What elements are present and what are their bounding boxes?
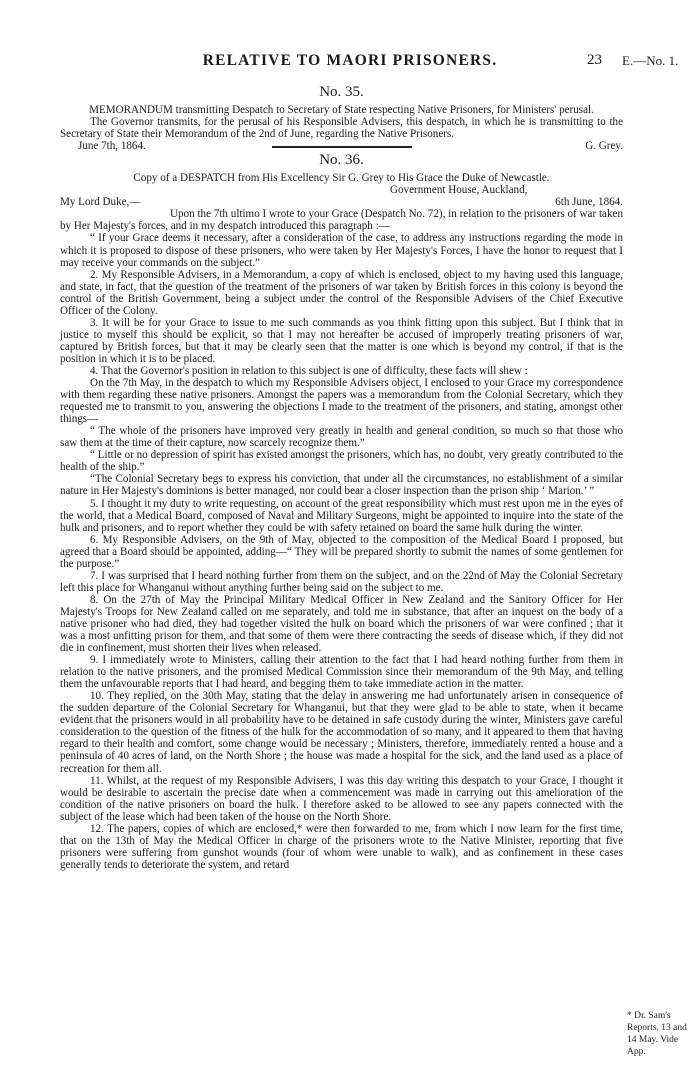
despatch-number: No. 36. [319,152,364,169]
memo-heading: MEMORANDUM transmitting Despatch to Secretary of State respecting Native Prisoners, for Ministers' perusal. [89,104,594,117]
section-divider [272,146,412,148]
despatch-paragraph-15: 10. They replied, on the 30th May, stating that the delay in answering me had unfortunately arisen in consequence of the sudden departure of the Colonial Secretary for Whanganui, but that they were glad to be able to state, when it became evident that the prisoners would in all probability have to be detained in safe custody during the winter, Ministers gave careful consideration to the question of the fitness of the hulk for the accommodation of so many, and it appeared to them that having regard to their health and comfort, some change would be necessary ; Ministers, therefore, immediately rented a house and a peninsula of 40 acres of land, on the North Shore ; the house was made a hospital for the sick, and the land used as a place of recreation for them all. [60,690,623,775]
salutation-row [60,196,623,208]
memo-number: No. 35. [319,84,364,100]
memo-date: June 7th, 1864. [78,140,146,153]
despatch-paragraph-16: 11. Whilst, at the request of my Responsible Advisers, I was this day writing this despatch to your Grace, I thought it would be desirable to ascertain the precise date when a commencement was made in carrying out this amelioration of the condition of the native prisoners on board the hulk. I therefore asked to be allowed to see any papers connected with the subject of the lease which had been taken of the house on the North Shore. [60,774,623,823]
despatch-paragraph-14: 9. I immediately wrote to Ministers, calling their attention to the fact that I had heard nothing further from them in relation to the native prisoners, and the promised Medical Commission since their memorandum of the 9th May, and telling them the unfavourable reports that I had heard, and begging them to take immediate action in the matter. [60,654,623,691]
despatch-paragraph-2: “ If your Grace deems it necessary, after a consideration of the case, to address any instructions regarding the mode in which it is proposed to dispose of these prisoners, who were taken by Her Majesty's Forces, I have the honor to request that I may receive your commands on the subject.” [60,232,623,269]
document-reference: E.—No. 1. [622,53,679,68]
despatch-paragraph-6: On the 7th May, in the despatch to which my Responsible Advisers object, I enclosed to your Grace my correspondence with them regarding these native prisoners. Amongst the papers was a memorandum from the Colonial Secretary, which they requested me to transmit to you, answering the objections I made to the treatment of the prisoners, and stating, amongst other things— [60,377,623,426]
despatch-paragraph-13: 8. On the 27th of May the Principal Military Medical Officer in New Zealand and the Sanitory Officer for Her Majesty's Troops for New Zealand called on me separately, and told me in substance, that after an inquest on the body of a native prisoner who had died, they had together visited the hulk on board which the prisoners of war were confined ; that it was a most unfitting prison for them, and that some of them were there contracting the seeds of disease which, if they did not die in confinement, must shorten their lives when released. [60,593,623,655]
despatch-paragraph-11: 6. My Responsible Advisers, on the 9th of May, objected to the composition of the Medical Board I proposed, but agreed that a Board should be appointed, adding—“ They will be prepared shortly to submit the names of some gentlemen for the purpose.” [60,533,623,570]
salutation: My Lord Duke,— [60,196,141,209]
despatch-paragraph-7: “ The whole of the prisoners have improved very greatly in health and general condition, so much so that those who saw them at the time of their capture, now scarcely recognize them.” [60,425,623,450]
page-body [60,86,623,871]
memo-body: The Governor transmits, for the perusal of his Responsible Advisers, this despatch, in which he is transmitting to the Secretary of State their Memorandum of the 2nd of June, regarding the Native Prisoners. [60,116,623,141]
despatch-paragraph-9: “The Colonial Secretary begs to express his conviction, that under all the circumstances, no establishment of a similar nature in Her Majesty's dominions is better managed, nor could bear a closer inspection than the prison ship ‘ Marion.’ ” [60,473,623,498]
despatch-paragraph-4: 3. It will be for your Grace to issue to me such commands as you think fitting upon this subject. But I think that in justice to myself this should be explicit, so that I may not hereafter be accused of improperly treating prisoners of war, captured by British forces, but that it may be clearly seen that the matter is one which is beyond my control, if that is the position in which it is to be placed. [60,316,623,365]
despatch-paragraph-17: 12. The papers, copies of which are enclosed,* were then forwarded to me, from which I now learn for the first time, that on the 13th of May the Medical Officer in charge of the prisoners wrote to the Native Minister, reporting that five prisoners were suffering from gunshot wounds (four of whom were unable to walk), and as confinement in these cases generally tends to deteriorate the system, and retard [60,822,623,871]
despatch-heading: Copy of a DESPATCH from His Excellency Sir G. Grey to His Grace the Duke of Newcastle. [133,172,550,185]
despatch-paragraph-10: 5. I thought it my duty to write requesting, on account of the great responsibility which must rest upon me in the eyes of the world, that a Medical Board, composed of Naval and Military Surgeons, might be appointed to inquire into the state of the hulk and prisoners, and to report whether they could be with safety retained on board the same hulk during the winter. [60,497,623,534]
margin-note: * Dr. Sam's Reports, 13 and 14 May. Vide App. [627,1011,687,1057]
despatch-paragraph-1: Upon the 7th ultimo I wrote to your Grace (Despatch No. 72), in relation to the prisoners of war taken by Her Majesty's forces, and in my despatch introduced this paragraph :— [60,208,623,233]
running-title: RELATIVE TO MAORI PRISONERS. [202,52,498,69]
despatch-paragraph-3: 2. My Responsible Advisers, in a Memorandum, a copy of which is enclosed, object to my having used this language, and state, in fact, that the question of the treatment of the prisoners of war taken by British forces in this colony is beyond the control of the British Government, being a subject under the control of the Responsible Advisers of the Chief Executive Officer of the Colony. [60,268,623,317]
memo-signature: G. Grey. [585,140,623,153]
despatch-paragraph-8: “ Little or no depression of spirit has existed amongst the prisoners, which has, no doubt, very greatly contributed to the health of the ship.” [60,449,623,474]
despatch-paragraph-12: 7. I was surprised that I heard nothing further from them on the subject, and on the 22nd of May the Colonial Secretary left this place for Whanganui without anything further being said on the subject to me. [60,569,623,594]
page-header [0,52,700,74]
despatch-address: Government House, Auckland, [390,184,528,197]
page-number: 23 [587,52,602,68]
despatch-date: 6th June, 1864. [555,196,623,209]
despatch-paragraph-5: 4. That the Governor's position in relation to this subject is one of difficulty, these facts will shew : [90,364,528,377]
